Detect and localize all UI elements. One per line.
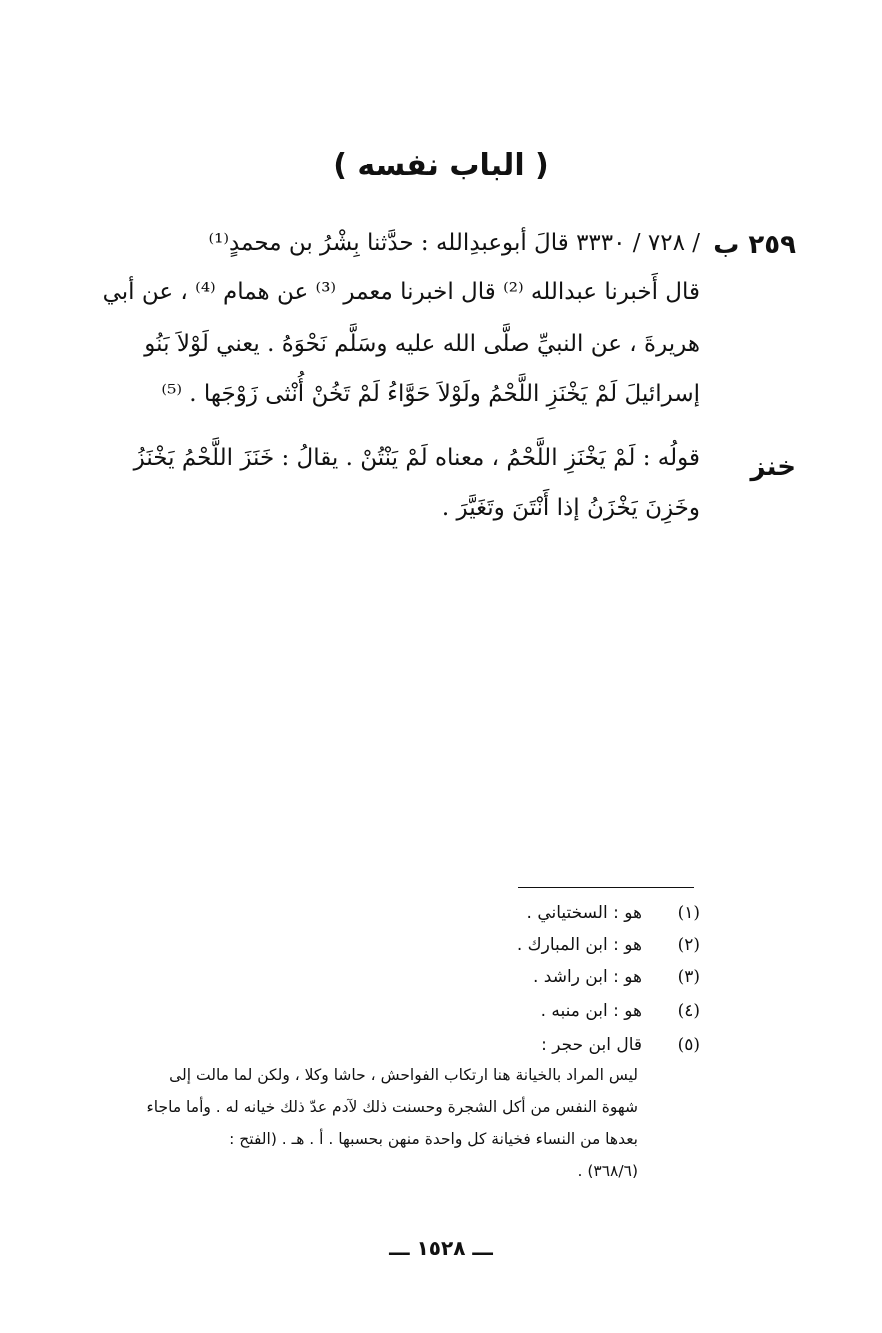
chapter-title: ( الباب نفسه ) (333, 148, 549, 183)
quote-line: (٣٦٨/٦) . (577, 1162, 638, 1180)
quote-line: بعدها من النساء فخيانة كل واحدة منهن بحسبها . أ . هـ . (الفتح : (229, 1130, 638, 1148)
hadith-line: إسرائيلَ لَمْ يَخْنَزِ اللَّحْمُ ولَوْلاَ حَوَّاءُ لَمْ تَخُنْ أُنْثى زَوْجَها . ⁽⁵⁾ (161, 381, 700, 407)
page-number: ـــ ١٥٢٨ ـــ (389, 1236, 493, 1260)
commentary-line: وخَزِنَ يَخْزَنُ إذا أَنْتَنَ وتَغَيَّرَ . (441, 495, 700, 521)
footnote-text: هو : ابن المبارك . (516, 935, 642, 955)
footnote-number: (١) (677, 903, 700, 923)
margin-keyword: خنز (750, 452, 796, 482)
footnote-text: هو : ابن منبه . (540, 1001, 642, 1021)
footnote-number: (٣) (677, 967, 700, 987)
footnote-text: هو : السختياني . (526, 903, 642, 923)
hadith-line: قال أَخبرنا عبدالله ⁽²⁾ قال اخبرنا معمر ⁽³⁾ عن همام ⁽⁴⁾ ، عن أبي (102, 279, 700, 305)
quote-line: شهوة النفس من أكل الشجرة وحسنت ذلك لآدم عدّ ذلك خيانه له . وأما ماجاء (146, 1098, 638, 1116)
hadith-line: / ٧٢٨ / ٣٣٣٠ قالَ أبوعبدِالله : حدَّثنا بِشْرُ بن محمدٍ⁽¹⁾ (208, 230, 700, 256)
quote-line: ليس المراد بالخيانة هنا ارتكاب الفواحش ، حاشا وكلا ، ولكن لما مالت إلى (169, 1066, 638, 1084)
footnote-number: (٥) (677, 1035, 700, 1055)
commentary-line: قولُه : لَمْ يَخْنَزِ اللَّحْمُ ، معناه لَمْ يَنْتُنْ . يقالُ : خَنَزَ اللَّحْمُ يَخْنَزُ (133, 445, 700, 471)
manuscript-folio-ref: ٢٥٩ ب (713, 230, 796, 260)
hadith-line: هريرةَ ، عن النبيِّ صلَّى الله عليه وسَلَّم نَحْوَهُ . يعني لَوْلاَ بَنُو (144, 331, 700, 357)
footnote-divider (518, 887, 694, 888)
footnote-text: هو : ابن راشد . (533, 967, 642, 987)
footnote-number: (٢) (677, 935, 700, 955)
footnote-number: (٤) (677, 1001, 700, 1021)
footnote-text: قال ابن حجر : (541, 1035, 642, 1055)
